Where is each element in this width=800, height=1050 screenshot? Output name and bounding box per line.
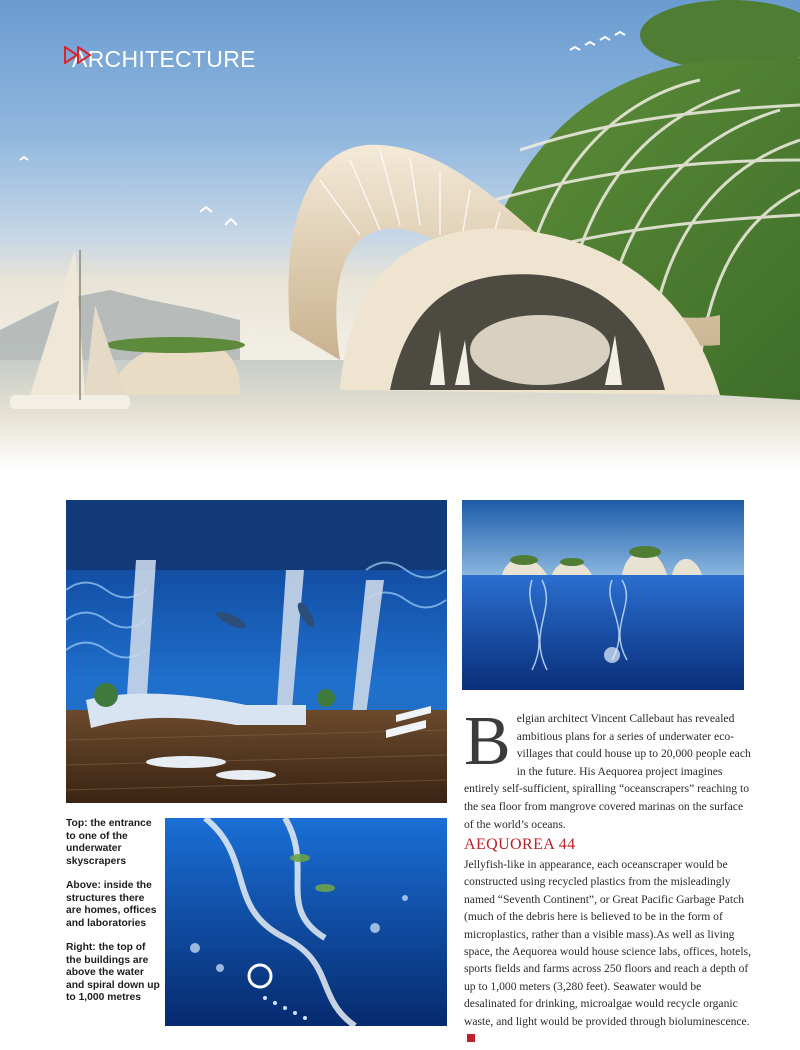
subheading: AEQUOREA 44 xyxy=(464,836,576,853)
spiral-photo xyxy=(165,818,447,1026)
end-mark-icon xyxy=(467,1034,475,1042)
drop-cap: B xyxy=(464,703,511,780)
section-header xyxy=(64,46,256,73)
intro-paragraph: elgian architect Vincent Callebaut has revealed ambitious plans for a series of underwater eco-villages that could house up to 20,000 people each in the future. His Aequorea project imagines entirely self-sufficient, spiralling “oceanscrapers” reaching to the sea floor from mangrove covered marinas on the surface of the world’s oceans. xyxy=(464,712,751,831)
caption-right: Right: the top of the buildings are above the water and spiral down up to 1,000 metres xyxy=(66,942,160,1003)
captions xyxy=(66,818,160,1017)
article-body xyxy=(464,856,754,1047)
caption-above: Above: inside the structures there are homes, offices and laboratories xyxy=(66,880,157,929)
body-paragraph: Jellyfish-like in appearance, each oceanscraper would be constructed using recycled plastics from the misleadingly named “Seventh Continent”, or Great Pacific Garbage Patch (much of the debris here is believed to be in the form of microplastics, rather than a visible mass).As well as living space, the Aequorea would house science labs, offices, hotels, sports fields and farms across 250 floors and reach a depth of up to 1,000 meters (3,280 feet). Seawater would be desalinated for drinking, microalgae would recycle organic waste, and light would be provided through bioluminescence. xyxy=(464,858,751,1028)
caption-top: Top: the entrance to one of the underwater skyscrapers xyxy=(66,818,152,867)
hero-image xyxy=(0,0,800,470)
section-title: ARCHITECTURE xyxy=(72,46,256,72)
article-intro xyxy=(464,703,754,833)
interior-photo xyxy=(66,500,447,803)
aerial-photo xyxy=(462,500,744,690)
